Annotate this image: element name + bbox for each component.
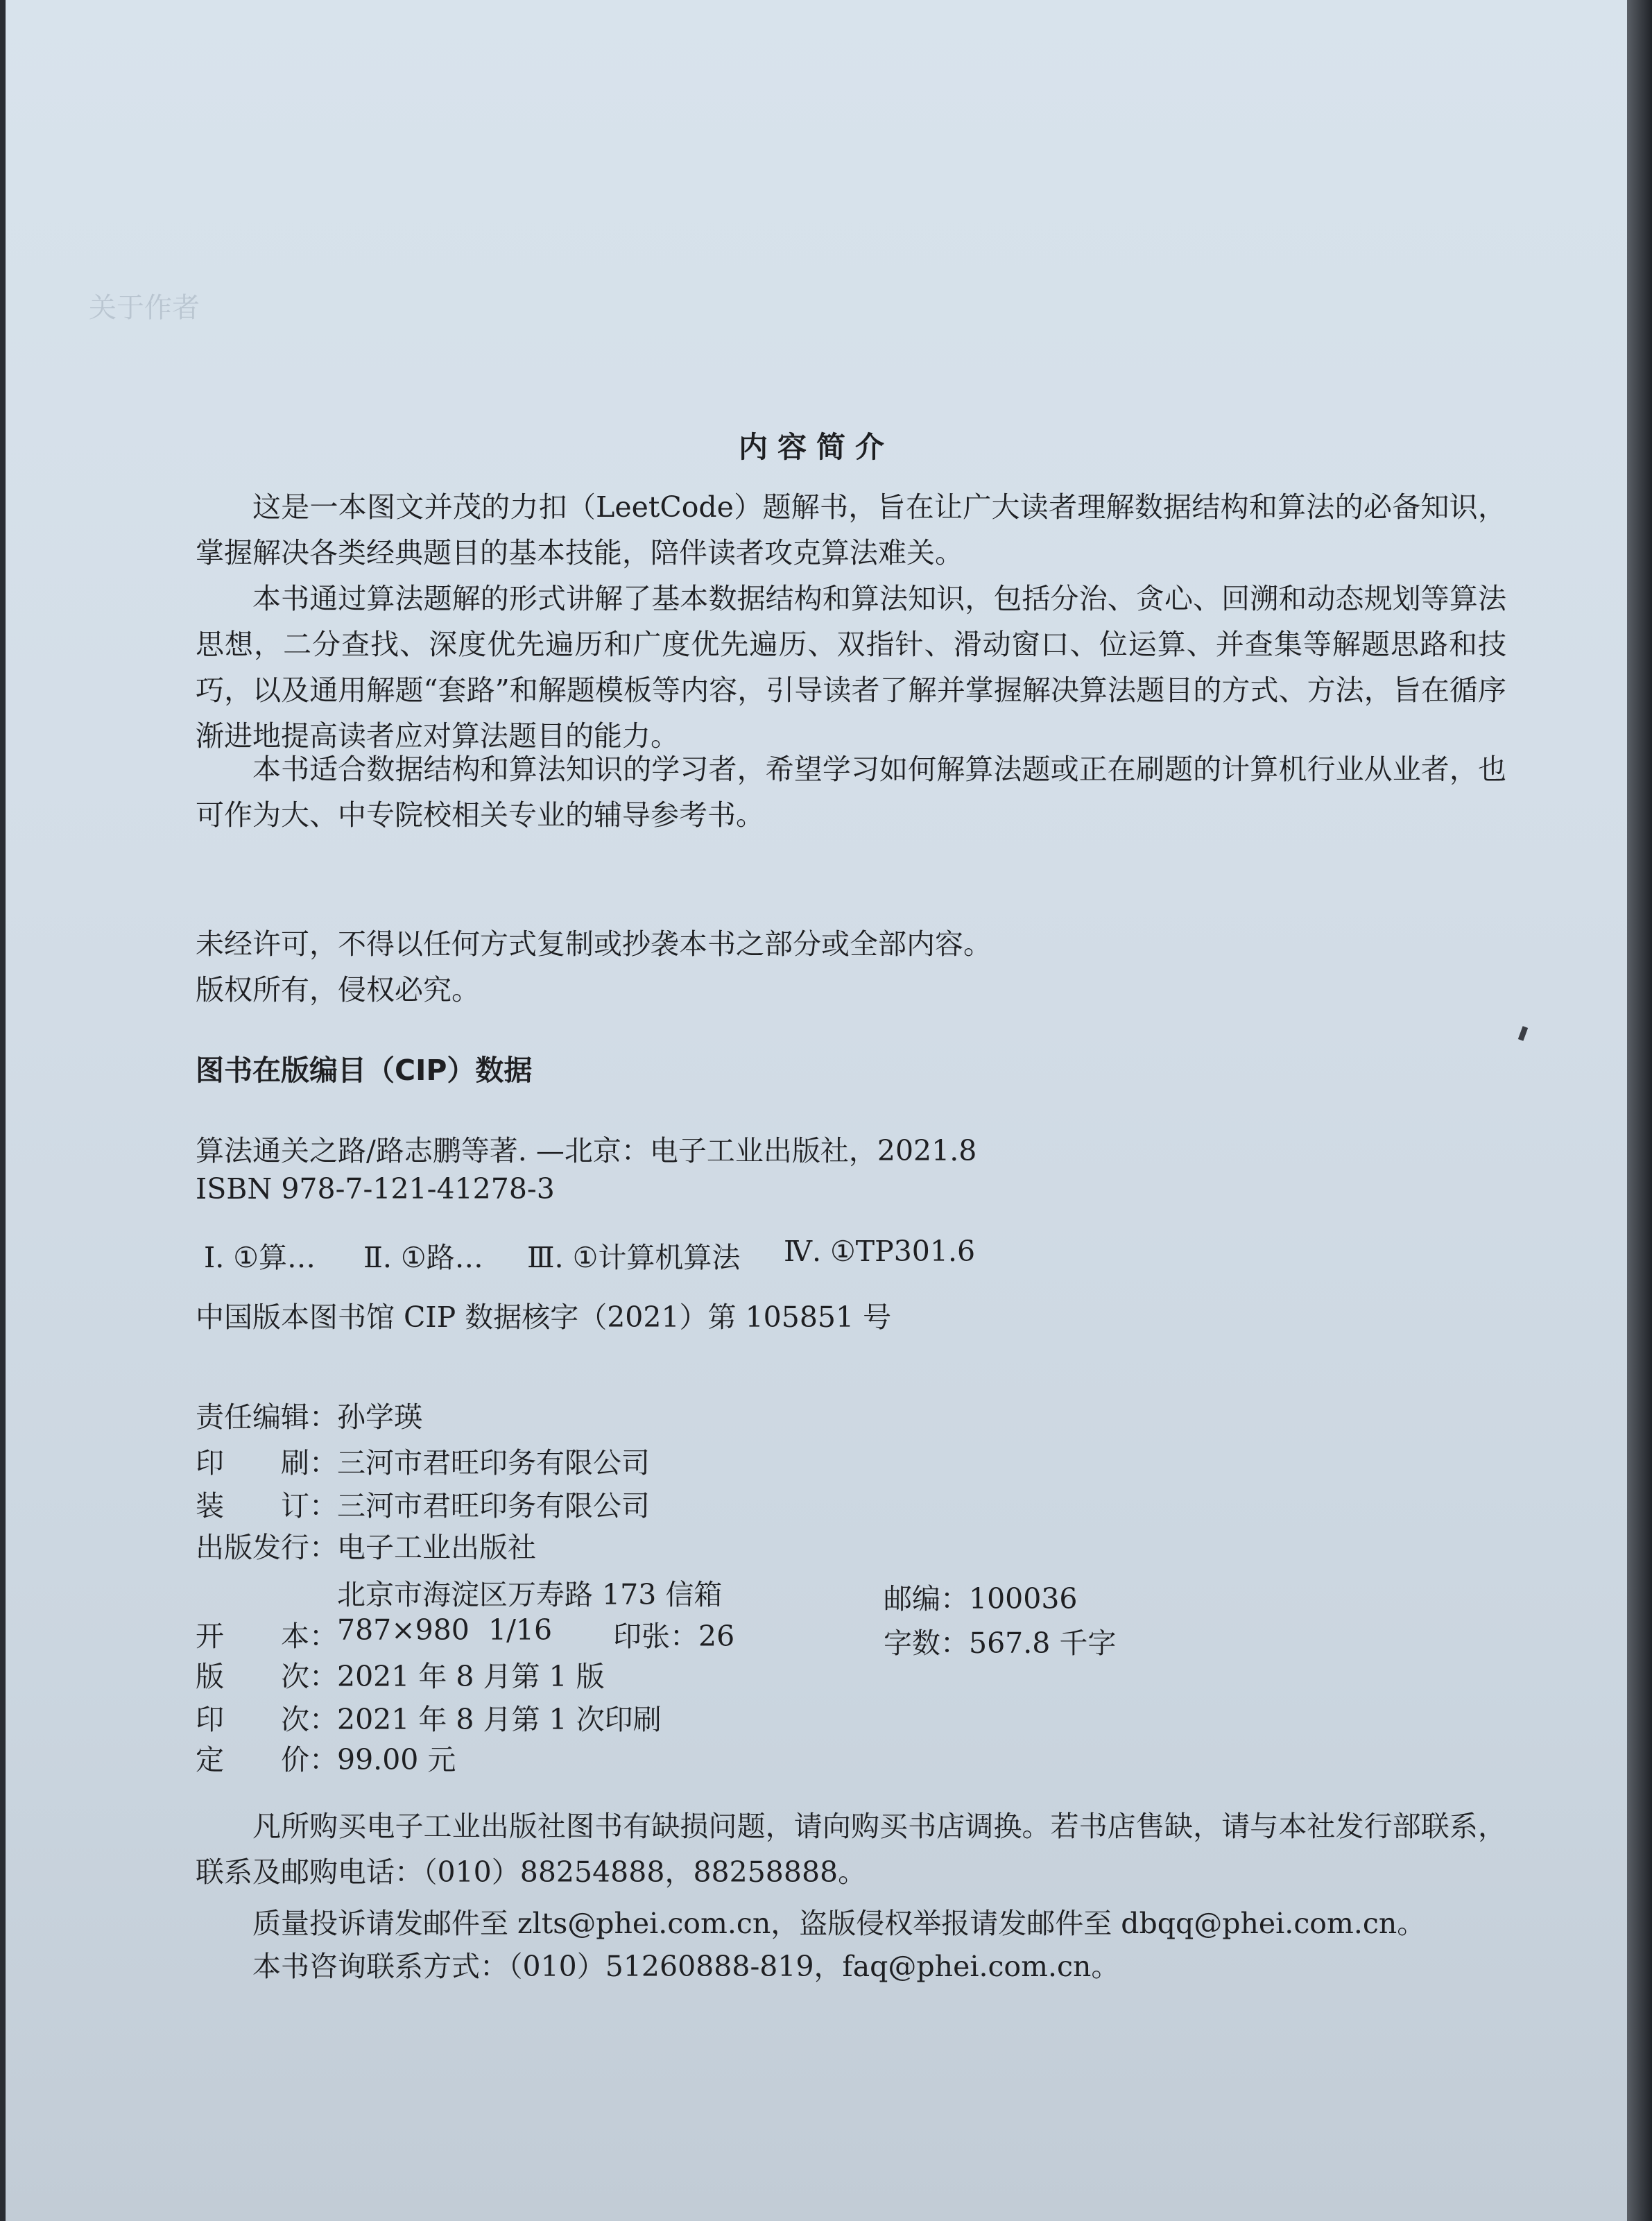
copyright-notice: 未经许可，不得以任何方式复制或抄袭本书之部分或全部内容。 bbox=[196, 927, 992, 961]
isbn: ISBN 978-7-121-41278-3 bbox=[196, 1172, 555, 1206]
editor: 孙学瑛 bbox=[337, 1400, 422, 1434]
edition: 2021 年 8 月第 1 版 bbox=[337, 1660, 605, 1693]
editor-label: 责任编辑： bbox=[196, 1400, 338, 1434]
binder: 三河市君旺印务有限公司 bbox=[337, 1489, 650, 1523]
cip-verification: 中国版本图书馆 CIP 数据核字（2021）第 105851 号 bbox=[196, 1301, 892, 1334]
impression-label: 印 次： bbox=[196, 1703, 338, 1736]
edition-label: 版 次： bbox=[196, 1660, 338, 1693]
format: 787×980 bbox=[337, 1613, 470, 1647]
postcode: 邮编：100036 bbox=[884, 1582, 1078, 1615]
publisher-label: 出版发行： bbox=[196, 1531, 338, 1564]
cip-class-3: Ⅲ. ①计算机算法 bbox=[527, 1241, 741, 1274]
section-title: 内容简介 bbox=[738, 430, 894, 464]
word-count: 字数：567.8 千字 bbox=[884, 1627, 1117, 1660]
cip-class-2: Ⅱ. ①路… bbox=[363, 1241, 483, 1274]
ink-speck bbox=[1518, 1026, 1528, 1041]
intro-paragraph-1: 这是一本图文并茂的力扣（LeetCode）题解书，旨在让广大读者理解数据结构和算法的必备知识，掌握解决各类经典题目的基本技能，陪伴读者攻克算法难关。 bbox=[196, 490, 1506, 569]
cip-heading: 图书在版编目（CIP）数据 bbox=[196, 1054, 533, 1087]
copyright-page bbox=[6, 0, 1627, 2221]
page-edge-shadow bbox=[1627, 0, 1652, 2221]
publisher: 电子工业出版社 bbox=[337, 1531, 536, 1564]
format-label: 开 本： bbox=[196, 1620, 338, 1653]
printer: 三河市君旺印务有限公司 bbox=[337, 1446, 650, 1480]
bind-label: 装 订： bbox=[196, 1489, 338, 1523]
print-sheets: 印张：26 bbox=[613, 1620, 735, 1653]
cip-class-4: Ⅳ. ①TP301.6 bbox=[784, 1235, 976, 1268]
cip-class-1: Ⅰ. ①算… bbox=[204, 1241, 316, 1274]
rights-reserved: 版权所有，侵权必究。 bbox=[196, 973, 480, 1006]
cip-record: 算法通关之路/路志鹏等著. —北京：电子工业出版社，2021.8 bbox=[196, 1134, 977, 1167]
bleed-through-text: 关于作者 bbox=[89, 292, 200, 324]
print-label: 印 刷： bbox=[196, 1446, 338, 1480]
price: 99.00 元 bbox=[337, 1743, 456, 1776]
fold: 1/16 bbox=[488, 1613, 553, 1647]
purchase-notice: 凡所购买电子工业出版社图书有缺损问题，请向购买书店调换。若书店售缺，请与本社发行部联系，联系及邮购电话：（010）88254888，88258888。 bbox=[196, 1810, 1506, 1889]
intro-paragraph-3: 本书适合数据结构和算法知识的学习者，希望学习如何解算法题或正在刷题的计算机行业从业者，也可作为大、中专院校相关专业的辅导参考书。 bbox=[196, 753, 1506, 832]
impression: 2021 年 8 月第 1 次印刷 bbox=[337, 1703, 662, 1736]
address: 北京市海淀区万寿路 173 信箱 bbox=[337, 1578, 723, 1611]
intro-paragraph-2: 本书通过算法题解的形式讲解了基本数据结构和算法知识，包括分治、贪心、回溯和动态规划等算法思想，二分查找、深度优先遍历和广度优先遍历、双指针、滑动窗口、位运算、并查集等解题思路和技巧，以及通用解题“套路”和解题模板等内容，引导读者了解并掌握解决算法题目的方式、方法，旨在循序渐进地提高读者应对算法题目的能力。 bbox=[196, 582, 1506, 753]
complaint-contact: 质量投诉请发邮件至 zlts@phei.com.cn，盗版侵权举报请发邮件至 dbqq@phei.com.cn。 bbox=[252, 1907, 1426, 1940]
price-label: 定 价： bbox=[196, 1743, 338, 1776]
inquiry-contact: 本书咨询联系方式：（010）51260888-819，faq@phei.com.cn。 bbox=[252, 1950, 1120, 1983]
